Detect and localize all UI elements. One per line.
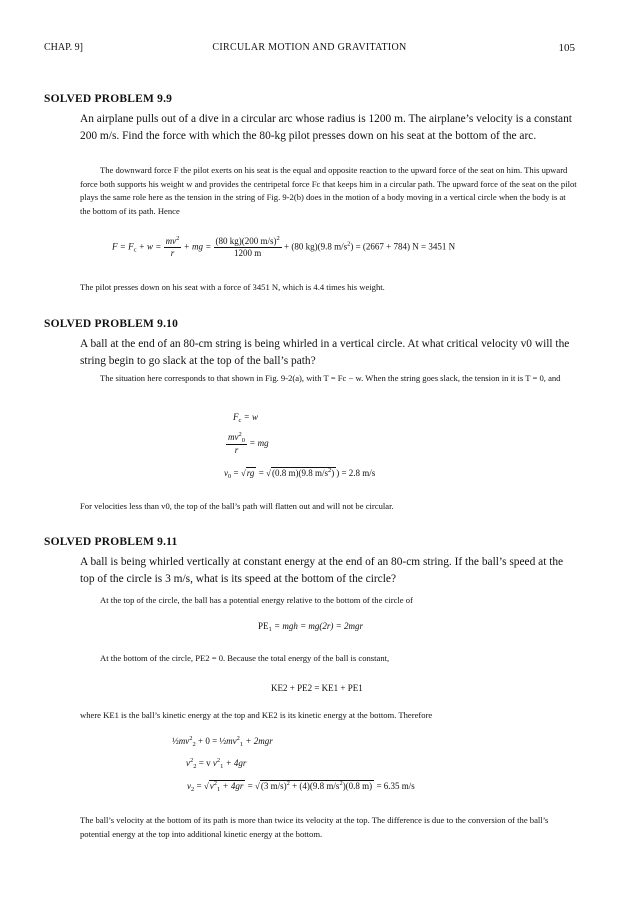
equation-9-11-line2: $v^2_2 = v$ $v^2_1 + 4gr$ — [186, 757, 247, 770]
equation-9-10-line3: $v_0 = √rg = √(0.8$ m)(9.8 $m/s^2$) ) = 2.8 m/s — [224, 467, 376, 480]
problem-conclusion: For velocities less than v0, the top of the ball’s path will flatten out and will not be circular. — [80, 501, 394, 511]
problem-conclusion: The pilot presses down on his seat with a force of 3451 N, which is 4.4 times his weight. — [80, 282, 385, 292]
problem-explanation: where KE1 is the ball’s kinetic energy at the top and KE2 is its kinetic energy at the bottom. Therefore — [80, 710, 433, 720]
equation-9-10-line2: $\frac{mv^2_0}{r}$ = mg — [228, 431, 269, 455]
problem-question: An airplane pulls out of a dive in a circular arc whose radius is 1200 m. The airplane’s velocity is a constant 200 m/s. Find the force with which the 80-kg pilot presses down on his seat at the bottom of the arc. — [80, 113, 572, 142]
problem-conclusion: The ball’s velocity at the bottom of its path is more than twice its velocity at the top. The difference is due to the conversion of the ball’s potential energy at the top into additional kinetic energy at the bottom. — [80, 815, 549, 839]
problem-heading: SOLVED PROBLEM 9.10 — [44, 318, 179, 330]
page-number: 105 — [558, 42, 575, 54]
page-header — [44, 42, 575, 56]
problem-question: A ball is being whirled vertically at constant energy at the end of an 80-cm string. If the ball’s speed at the top of the circle is 3 m/s, what is its speed at the bottom of the circle? — [80, 556, 564, 585]
problem-explanation: The downward force F the pilot exerts on his seat is the equal and opposite reaction to the upward force of the seat on him. This upward force both supports his weight w and provides the centripetal force Fc that keeps him in a circular path. The upward force of the seat on the pilot plays the same role here as the tension in the string of Fig. 9-2(b) does in the motion of a body moving in a vertical circle when the body is at the bottom of its path. Hence — [80, 165, 577, 216]
problem-explanation: The situation here corresponds to that shown in Fig. 9-2(a), with T = Fc − w. When the string goes slack, the tension in it is T = 0, and — [100, 373, 561, 383]
equation-9-11-energy: KE2 + PE2 = KE1 + PE1 — [271, 683, 363, 693]
problem-heading: SOLVED PROBLEM 9.11 — [44, 536, 178, 548]
problem-heading: SOLVED PROBLEM 9.9 — [44, 93, 173, 105]
running-title: CIRCULAR MOTION AND GRAVITATION — [212, 42, 407, 53]
equation-9-9: $F = F_c + w$ = $\frac{mv^2}{r}$ + mg = $\frac{(80 kg)(200 m/s)^2}{1200 m}$ + (80 kg)(9.8 $m/s^2) = (2667 + 784)$ N = 3451 N — [112, 235, 456, 258]
equation-9-11-pe: $PE_1$ = mgh = mg(2r) = 2mgr — [258, 621, 363, 633]
problem-explanation: At the bottom of the circle, PE2 = 0. Because the total energy of the ball is constant, — [100, 653, 390, 663]
equation-9-11-line1: $\frac{1}{2}mv^2_2 + 0$ = $\frac{1}{2}mv^2_1 + 2mgr$ — [172, 735, 273, 748]
problem-question: A ball at the end of an 80-cm string is being whirled in a vertical circle. At what critical velocity v0 will the string begin to go slack at the top of the ball’s path? — [80, 338, 570, 367]
equation-9-10-line1: $F_c = w$ — [233, 412, 258, 424]
equation-9-11-line3: $v_2 = √v^2_1 + 4gr = √(3$ m/s)$^2$ + (4)(9.8 $m/s^2)(0.8$ m) = 6.35 m/s — [187, 780, 415, 793]
chapter-label: CHAP. 9] — [44, 42, 83, 53]
problem-explanation: At the top of the circle, the ball has a potential energy relative to the bottom of the circle of — [100, 595, 413, 605]
